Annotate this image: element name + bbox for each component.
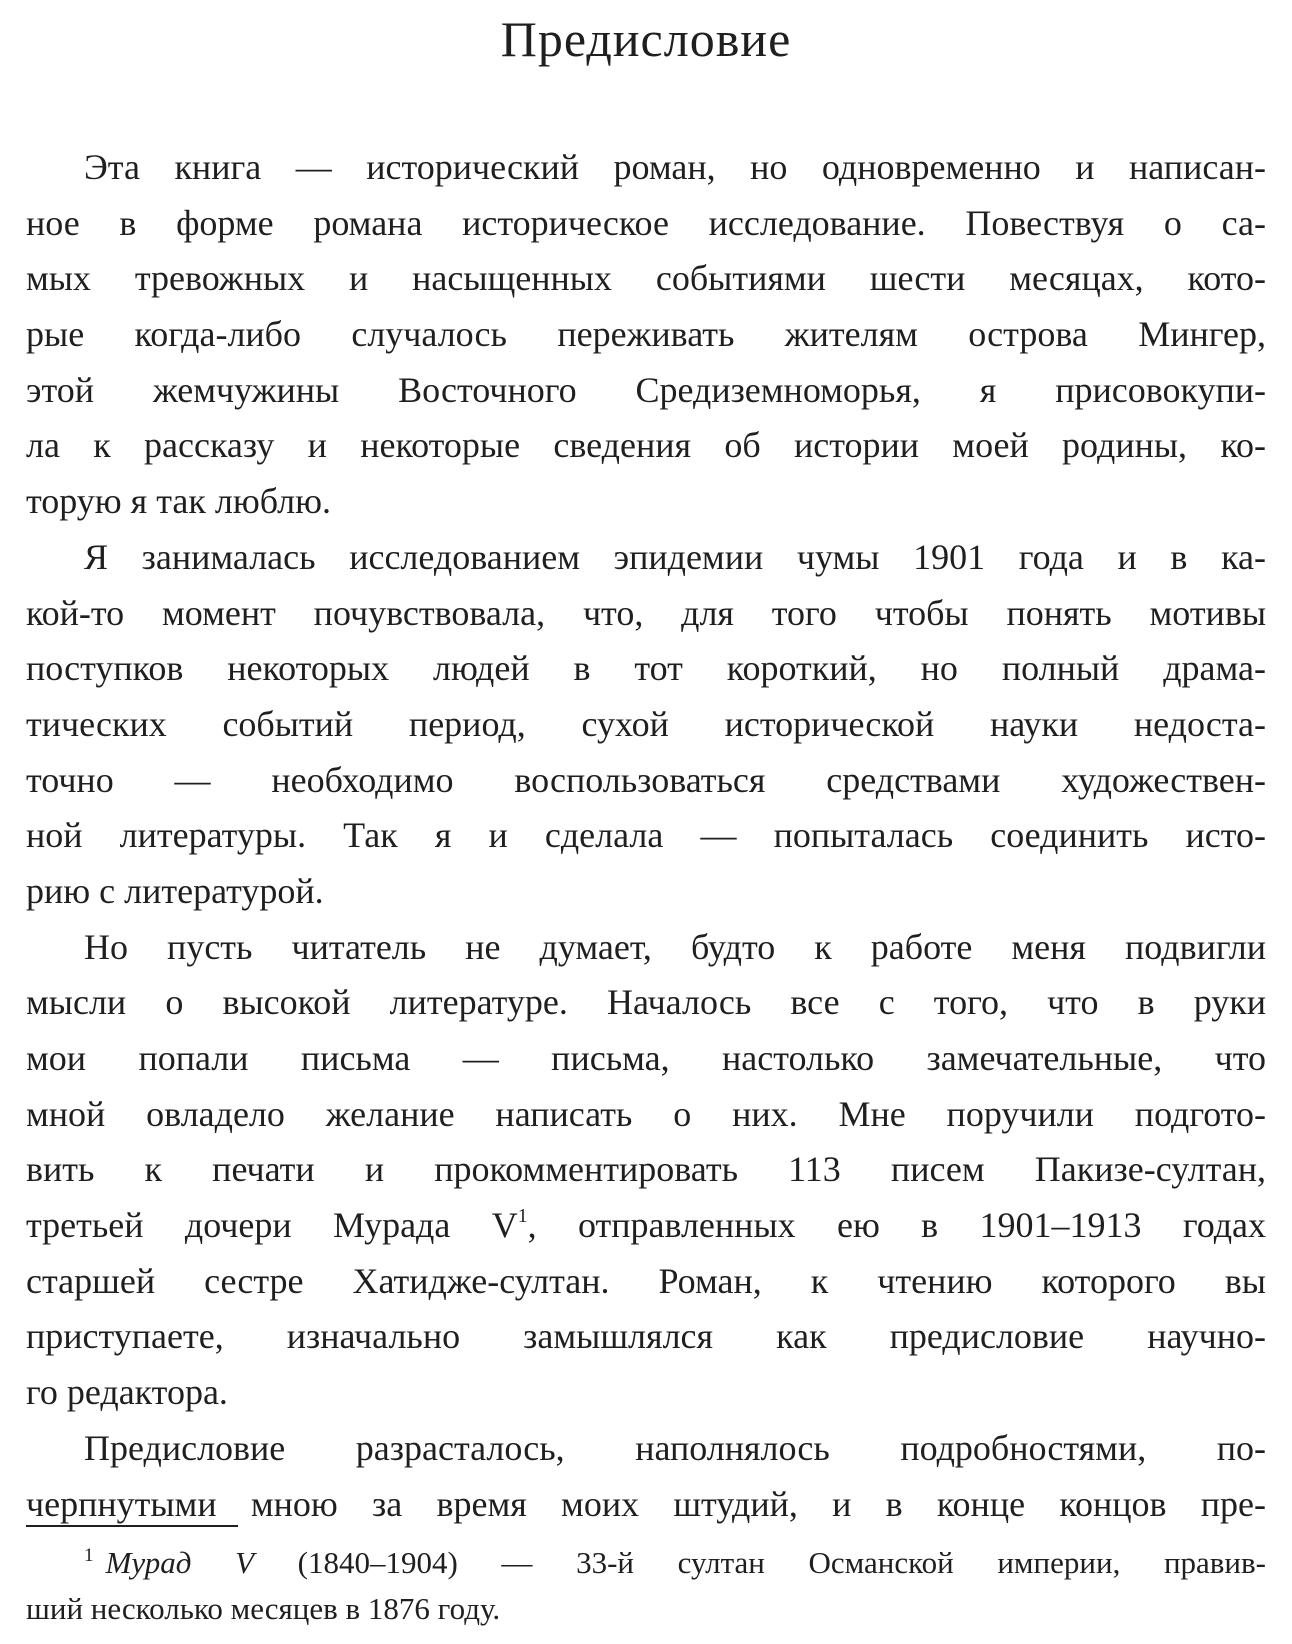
text-line: ной литературы. Так я и сделала — попыталась соединить исто- bbox=[26, 815, 1266, 856]
text-line: мои попали письма — письма, настолько замечательные, что bbox=[26, 1038, 1266, 1078]
footnote-reference[interactable]: 1 bbox=[517, 1205, 528, 1228]
text-line: кой-то момент почувствовала, что, для того чтобы понять мотивы bbox=[26, 592, 1266, 633]
text-line: старшей сестре Хатидже-султан. Роман, к чтению которого вы bbox=[26, 1260, 1266, 1301]
footnote-name: Мурад V bbox=[105, 1545, 255, 1580]
text-line: Я занималась исследованием эпидемии чумы 1901 года и в ка- bbox=[84, 536, 1266, 577]
page-title: Предисловие bbox=[500, 11, 792, 67]
text-line-with-footnote-ref bbox=[26, 1198, 1266, 1254]
text-line: приступаете, изначально замышлялся как предисловие научно- bbox=[26, 1316, 1266, 1357]
footnote-divider bbox=[26, 1525, 238, 1527]
text-line: Предисловие разрасталось, наполнялось подробностями, по- bbox=[84, 1427, 1266, 1468]
text-line: тических событий период, сухой исторической науки недоста- bbox=[26, 703, 1266, 744]
text-line: Эта книга — исторический роман, но одновременно и написан- bbox=[84, 147, 1266, 187]
text-line: этой жемчужины Восточного Средиземноморья, я присовокупи- bbox=[26, 369, 1266, 410]
text-line: мысли о высокой литературе. Началось все с того, что в руки bbox=[26, 982, 1266, 1023]
text-line: торую я так люблю. bbox=[26, 481, 332, 522]
text-line: ла к рассказу и некоторые сведения об истории моей родины, ко- bbox=[26, 425, 1266, 466]
footnote-text: (1840–1904) — 33-й султан Османской империи, правив- bbox=[254, 1545, 1266, 1580]
text-line: вить к печати и прокомментировать 113 писем Пакизе-султан, bbox=[26, 1149, 1266, 1190]
text-line: поступков некоторых людей в тот короткий, но полный драма- bbox=[26, 648, 1266, 689]
text-line: го редактора. bbox=[26, 1372, 228, 1413]
text-line: точно — необходимо воспользоваться средствами художествен- bbox=[26, 759, 1266, 800]
text-line: ное в форме романа историческое исследование. Повествуя о са- bbox=[26, 202, 1266, 243]
body-text bbox=[26, 140, 1266, 1532]
text-line: мых тревожных и насыщенных событиями шести месяцах, кото- bbox=[26, 258, 1266, 299]
footnote-number: 1 bbox=[84, 1545, 94, 1567]
text-line: Но пусть читатель не думает, будто к работе меня подвигли bbox=[84, 926, 1266, 967]
footnote-line: ший несколько месяцев в 1876 году. bbox=[26, 1591, 501, 1626]
text-line: мной овладело желание написать о них. Мне поручили подгото- bbox=[26, 1093, 1266, 1134]
text-line: рые когда-либо случалось переживать жителям острова Мингер, bbox=[26, 314, 1266, 355]
text-fragment: третьей дочери Мурада V bbox=[26, 1205, 518, 1246]
text-line: черпнутыми мною за время моих штудий, и в конце концов пре- bbox=[26, 1483, 1266, 1524]
footnote bbox=[26, 1540, 1266, 1632]
text-line: рию с литературой. bbox=[26, 870, 324, 911]
footnote-line bbox=[26, 1540, 1266, 1586]
text-fragment: , отправленных ею в 1901–1913 годах bbox=[527, 1205, 1266, 1246]
